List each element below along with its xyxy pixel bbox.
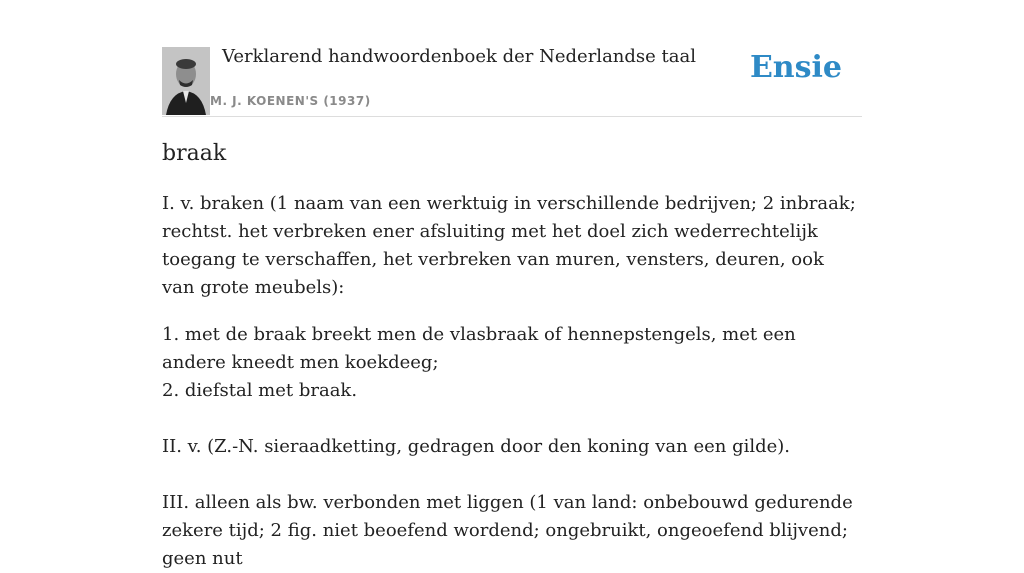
edition-label: M. J. KOENEN'S (1937) <box>210 94 371 108</box>
entry-headword: braak <box>162 141 227 166</box>
sense-1-example-2: 2. diefstal met braak. <box>162 380 358 401</box>
entry-content <box>162 138 862 573</box>
sense-3-definition: III. alleen als bw. verbonden met liggen (1 van land: onbebouwd gedurende zekere tijd; 2 fig. niet beoefend wordend; ongebruikt, ongeoefend blijvend; geen nut <box>162 492 853 569</box>
author-portrait <box>162 47 210 115</box>
ensie-logo-link[interactable]: Ensie <box>749 50 842 85</box>
sense-1-example-1: 1. met de braak breekt men de vlasbraak of hennepstengels, met een andere kneedt men koekdeeg; <box>162 324 796 373</box>
dictionary-title: Verklarend handwoordenboek der Nederlandse taal <box>222 46 696 67</box>
author-portrait-image <box>162 47 210 115</box>
page-header <box>162 0 862 117</box>
sense-2-definition: II. v. (Z.-N. sieraadketting, gedragen door den koning van een gilde). <box>162 436 791 457</box>
sense-1-definition: I. v. braken (1 naam van een werktuig in verschillende bedrijven; 2 inbraak; rechtst. het verbreken ener afsluiting met het doel zich wederrechtelijk toegang te verschaffen, het verbreken van muren, vensters, deuren, ook van grote meubels): <box>162 193 856 298</box>
